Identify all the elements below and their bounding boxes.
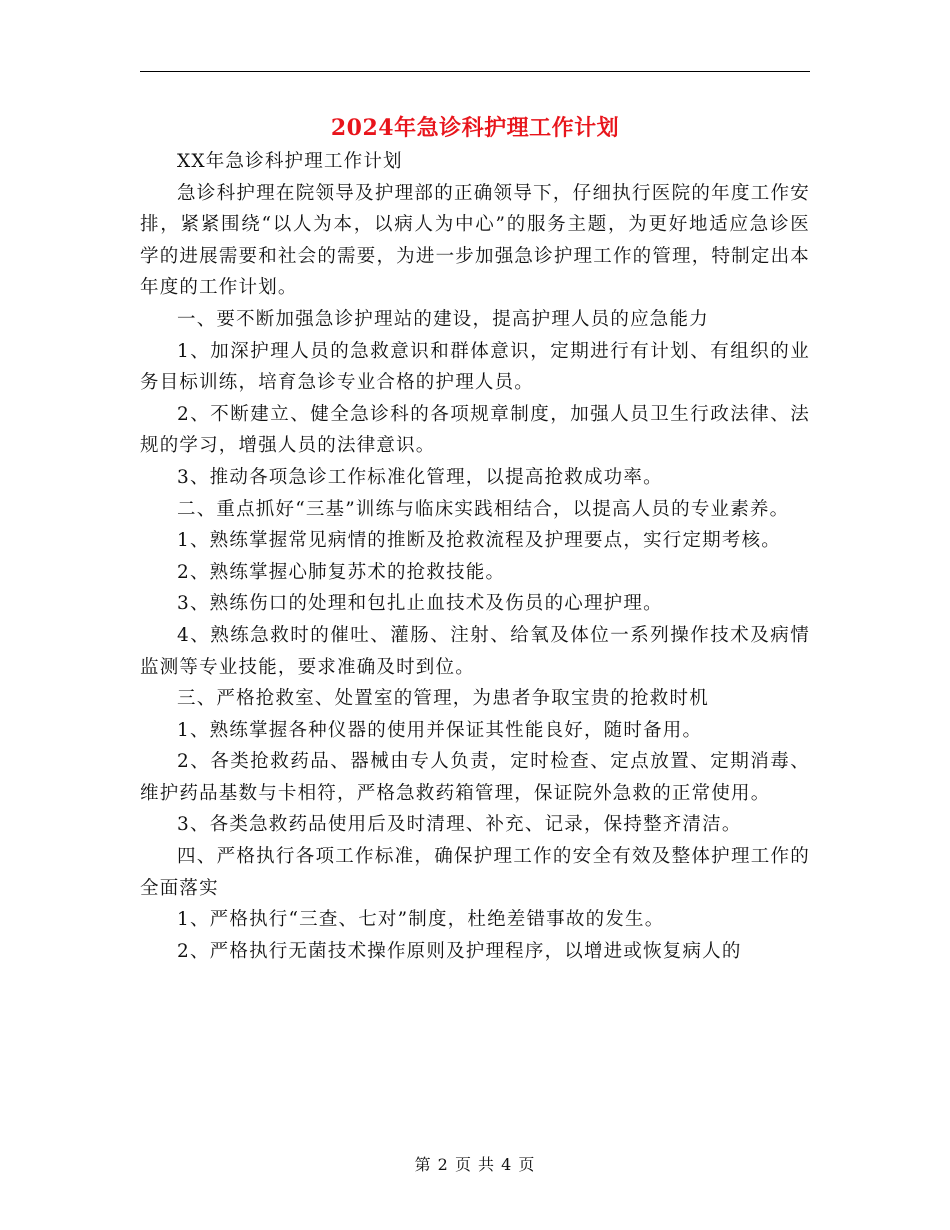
paragraph: 2、严格执行无菌技术操作原则及护理程序，以增进或恢复病人的 (177, 940, 742, 962)
section-heading: 三、严格抢救室、处置室的管理，为患者争取宝贵的抢救时机 (177, 688, 709, 710)
paragraph: 1、加深护理人员的急救意识和群体意识，定期进行有计划、有组织的业务目标训练，培育急诊专业合格的护理人员。 (140, 340, 810, 394)
paragraph: 2、不断建立、健全急诊科的各项规章制度，加强人员卫生行政法律、法规的学习，增强人员的法律意识。 (140, 403, 810, 457)
document-body (140, 146, 810, 967)
section-heading: 一、要不断加强急诊护理站的建设，提高护理人员的应急能力 (177, 308, 709, 330)
document-title: 2024年急诊科护理工作计划 (330, 115, 620, 141)
paragraph: 2、熟练掌握心肺复苏术的抢救技能。 (177, 561, 506, 583)
section-heading: 二、重点抓好“三基”训练与临床实践相结合，以提高人员的专业素养。 (177, 498, 790, 520)
paragraph: 急诊科护理在院领导及护理部的正确领导下，仔细执行医院的年度工作安排，紧紧围绕“以人为本，以病人为中心”的服务主题，为更好地适应急诊医学的进展需要和社会的需要，为进一步加强急诊护理工作的管理，特制定出本年度的工作计划。 (140, 182, 810, 299)
paragraph: 1、熟练掌握各种仪器的使用并保证其性能良好，随时备用。 (177, 719, 703, 741)
paragraph: 3、熟练伤口的处理和包扎止血技术及伤员的心理护理。 (177, 593, 663, 615)
page-number-footer: 第 2 页 共 4 页 (414, 1155, 536, 1174)
paragraph: 4、熟练急救时的催吐、灌肠、注射、给氧及体位一系列操作技术及病情监测等专业技能，要求准确及时到位。 (140, 624, 810, 678)
paragraph: 1、熟练掌握常见病情的推断及抢救流程及护理要点，实行定期考核。 (177, 530, 781, 552)
paragraph: 3、各类急救药品使用后及时清理、补充、记录，保持整齐清洁。 (177, 814, 742, 836)
section-heading: 四、严格执行各项工作标准，确保护理工作的安全有效及整体护理工作的全面落实 (140, 846, 810, 899)
paragraph: XX年急诊科护理工作计划 (177, 151, 403, 172)
paragraph: 3、推动各项急诊工作标准化管理，以提高抢救成功率。 (177, 466, 663, 488)
paragraph: 1、严格执行“三查、七对”制度，杜绝差错事故的发生。 (177, 909, 665, 931)
header-rule (140, 71, 810, 72)
paragraph: 2、各类抢救药品、器械由专人负责，定时检查、定点放置、定期消毒、维护药品基数与卡相符，严格急救药箱管理，保证院外急救的正常使用。 (140, 751, 810, 804)
